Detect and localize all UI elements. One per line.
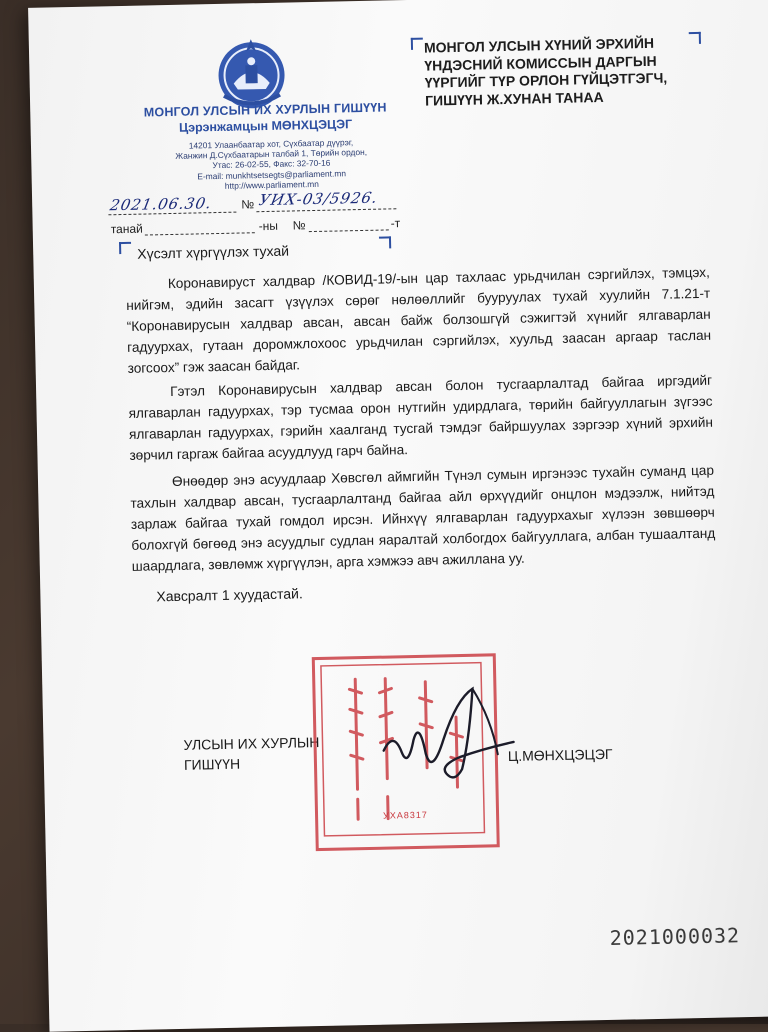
signer-title (183, 732, 320, 775)
letter-number: УИХ-03/5926. (257, 188, 380, 210)
letter-date: 2021.06.30. (108, 194, 214, 215)
subject-line: Хүсэлт хүргүүлэх тухай (137, 242, 290, 262)
t-label: -т (390, 216, 401, 231)
signer-title-line: УЛСЫН ИХ ХУРЛЫН (183, 733, 320, 753)
letterhead-title: МОНГОЛ УЛСЫН ИХ ХУРЛЫН ГИШҮҮН (143, 100, 387, 120)
body-paragraph: Гэтэл Коронавирусын халдвар авсан болон тусгаарлалтад байгаа иргэдийг ялгаварлан гадуурхах, тэр тусмаа орон нутгийн удирдлага, төрийн байгууллагын зүгээс ялгаварлан гадуурхах, гэрийн хаалганд тусгай тэмдэг байршуулах зэргээр хүний эрхийн зөрчил гаргаж байгаа асуудлууд гарч байна. (128, 372, 714, 463)
number-label-2: № (292, 218, 306, 233)
signer-title-line: ГИШҮҮН (183, 755, 241, 773)
website: http://www.parliament.mn (224, 178, 319, 191)
stamp-code: УХА8317 (382, 809, 428, 821)
signature-icon (372, 678, 524, 791)
bracket-corner (411, 38, 423, 50)
yours-number-line (309, 229, 389, 232)
bracket-corner (119, 242, 131, 254)
letterhead-member-name: Цэрэнжамцын МӨНХЦЭЦЭГ (178, 117, 353, 135)
recipient-line: ҮНДЭСНИЙ КОМИССЫН ДАРГЫН (424, 52, 657, 74)
recipient-line: ГИШҮҮН Ж.ХУНАН ТАНАА (424, 88, 604, 109)
recipient-block (424, 34, 705, 110)
signer-name: Ц.МӨНХЦЭЦЭГ (507, 745, 613, 765)
body-paragraph: Өнөөдөр энэ асуудлаар Хөвсгөл аймгийн Түнэл сумын иргэнээс тухайн суманд цар тахлын халдвар авсан, тусгаарлалтанд байгаа айл өрхүүдийг онцлон мэдээлж, нийтэд зарлаж байгаа тухай гомдол ирсэн. Ийнхүү ялгаварлан гадуурхахыг хүлээн зөвшөөрч болохгүй бөгөөд энэ асуудлыг судлан яаралтай холбогдох байгууллага, албан тушаалтанд шаардлага, зөвлөмж хүргүүлэн, арга хэмжээ авч ажиллана уу. (130, 462, 716, 574)
registration-number: 2021000032 (609, 923, 741, 950)
letter-sheet (28, 0, 768, 1032)
ny-label: -ны (258, 218, 279, 234)
state-emblem-icon (209, 30, 295, 112)
number-label: № (241, 197, 255, 212)
yours-date-line (145, 232, 255, 235)
attachment-note: Хавсралт 1 хуудастай. (156, 585, 303, 605)
recipient-line: ҮҮРГИЙГ ТҮР ОРЛОН ГҮЙЦЭТГЭГЧ, (424, 69, 668, 91)
number-line (256, 208, 396, 212)
address-line: 14201 Улаанбаатар хот, Сүхбаатар дүүрэг, (188, 137, 354, 151)
email: E-mail: munkhtsetsegts@parliament.mn (197, 168, 347, 182)
bracket-corner (379, 236, 391, 248)
yours-label: танай (110, 221, 143, 237)
phone-fax: Утас: 26-02-55, Факс: 32-70-16 (212, 157, 331, 171)
address-line: Жанжин Д.Сүхбаатарын талбай 1, Төрийн ордон, (175, 146, 368, 161)
recipient-line: МОНГОЛ УЛСЫН ХҮНИЙ ЭРХИЙН (423, 34, 655, 56)
body-paragraph: Коронавируст халдвар /КОВИД-19/-ын цар тахлаас урьдчилан сэргийлэх, тэмцэх, нийгэм, эдийн засагт үзүүлэх сөрөг нөлөөллийг бууруулах тухай хуулийн 7.1.21-т “Коронавирусын халдвар авсан, авсан байж болзошгүй сэжигтэй хүнийг ялгаварлан гадуурхах, гутаан доромжлохоос урьдчилан сэргийлэх, хуульд заасан аргаар таслан зогсоох” гэж заасан байдаг. (126, 264, 712, 376)
